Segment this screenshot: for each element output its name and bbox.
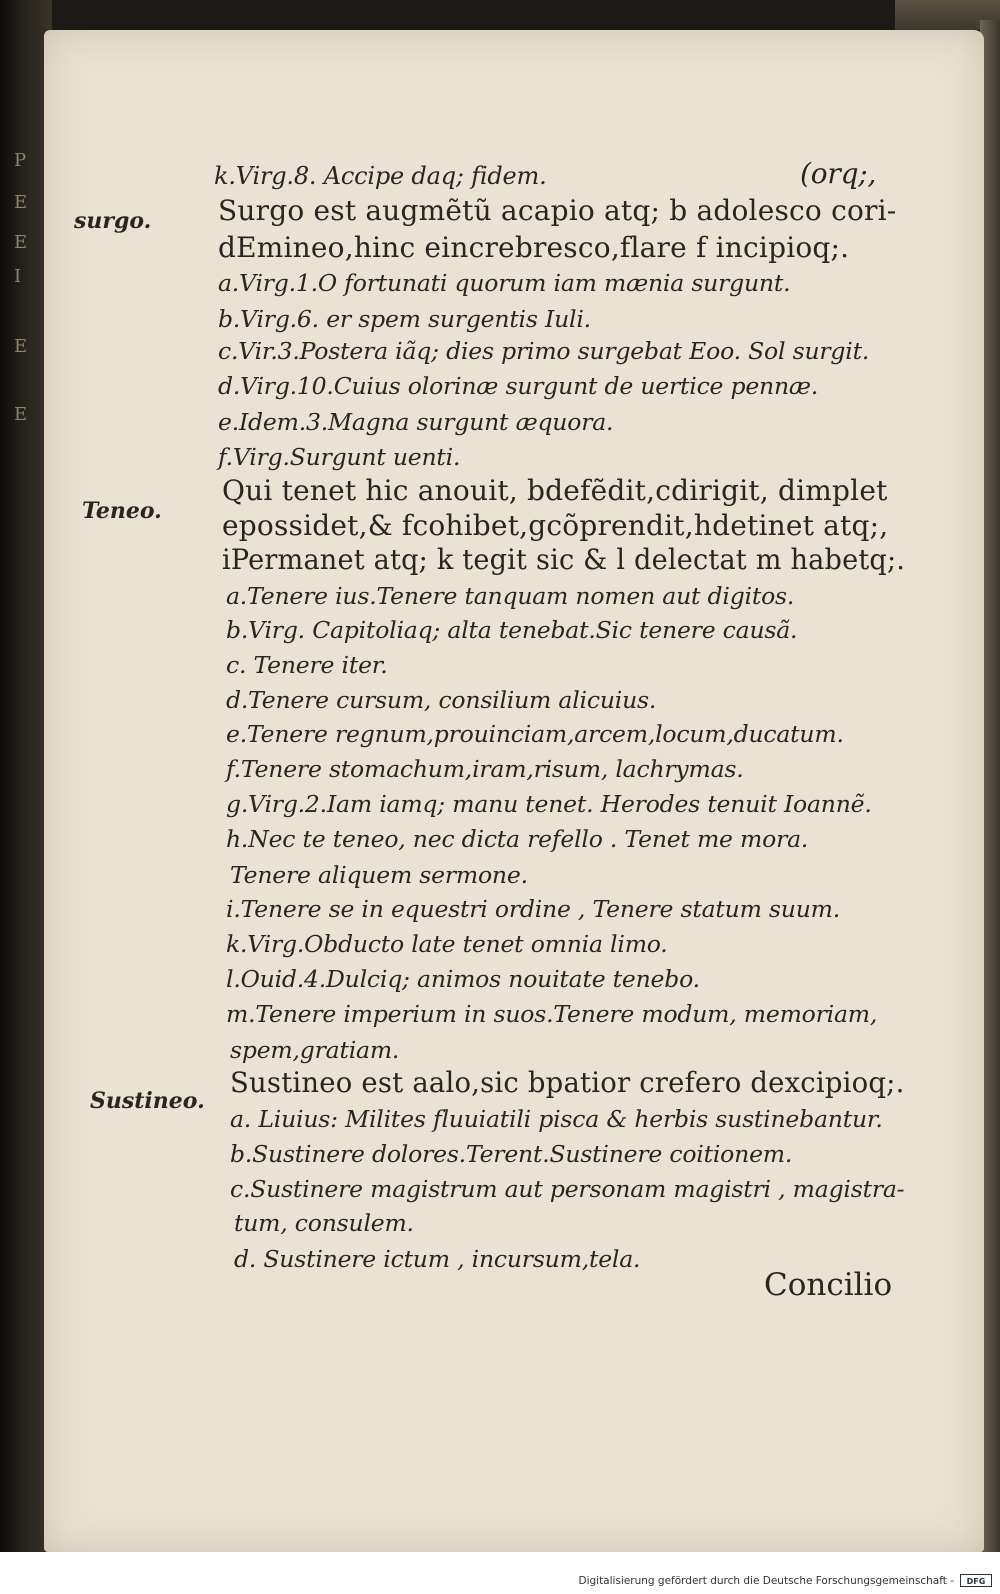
note-line: b.Virg. Capitoliaq; alta tenebat.Sic tenere causã. — [226, 616, 798, 644]
edge-glyph: E — [14, 404, 28, 425]
note-line: i.Tenere se in equestri ordine , Tenere statum suum. — [226, 895, 841, 923]
note-line: c.Sustinere magistrum aut personam magistri , magistra- — [230, 1175, 905, 1203]
header-note: k.Virg.8. Accipe daq; fidem. — [214, 162, 547, 190]
note-line: d.Virg.10.Cuius olorinæ surgunt de uertice pennæ. — [218, 372, 819, 400]
note-line: spem,gratiam. — [230, 1036, 400, 1064]
note-line: b.Virg.6. er spem surgentis Iuli. — [218, 305, 591, 333]
note-line: a. Liuius: Milites fluuiatili pisca & herbis sustinebantur. — [230, 1105, 883, 1133]
dfg-logo: DFG — [960, 1574, 992, 1587]
note-line: f.Tenere stomachum,iram,risum, lachrymas. — [226, 755, 744, 783]
note-line: a.Tenere ius.Tenere tanquam nomen aut digitos. — [226, 582, 795, 610]
margin-word-teneo: Teneo. — [82, 498, 162, 524]
note-line: h.Nec te teneo, nec dicta refello . Tenet me mora. — [226, 825, 809, 853]
header-catch: (orq;, — [800, 157, 877, 190]
footer-credit: Digitalisierung gefördert durch die Deutsche Forschungsgemeinschaft - — [578, 1575, 954, 1587]
note-line: l.Ouid.4.Dulciq; animos nouitate tenebo. — [226, 965, 700, 993]
note-line: e.Idem.3.Magna surgunt æquora. — [218, 408, 614, 436]
margin-word-sustineo: Sustineo. — [90, 1088, 205, 1114]
note-line: Tenere aliquem sermone. — [230, 861, 528, 889]
verse-line: Surgo est augmẽtũ acapio atq; b adolesco cori- — [218, 194, 897, 227]
verse-line: Qui tenet hic anouit, bdefẽdit,cdirigit, dimplet — [222, 474, 888, 507]
note-line: k.Virg.Obducto late tenet omnia limo. — [226, 930, 668, 958]
margin-word-surgo: surgo. — [74, 208, 152, 234]
verse-line: Sustineo est aalo,sic bpatior crefero dexcipioq;. — [230, 1066, 905, 1099]
note-line: tum, consulem. — [234, 1209, 414, 1237]
edge-glyph: E — [14, 232, 28, 253]
digitization-footer — [0, 1552, 1000, 1594]
edge-glyph: I — [14, 266, 22, 287]
catchword: Concilio — [764, 1267, 893, 1303]
verse-line: dEmineo,hinc eincrebresco,flare f incipioq;. — [218, 231, 850, 264]
note-line: c. Tenere iter. — [226, 651, 388, 679]
note-line: c.Vir.3.Postera iãq; dies primo surgebat Eoo. Sol surgit. — [218, 337, 870, 365]
note-line: d.Tenere cursum, consilium alicuius. — [226, 686, 657, 714]
note-line: f.Virg.Surgunt uenti. — [218, 443, 461, 471]
note-line: m.Tenere imperium in suos.Tenere modum, memoriam, — [226, 1000, 878, 1028]
verse-line: epossidet,& fcohibet,gcõprendit,hdetinet atq;, — [222, 509, 889, 542]
note-line: d. Sustinere ictum , incursum,tela. — [234, 1245, 641, 1273]
verse-line: iPermanet atq; k tegit sic & l delectat m habetq;. — [222, 543, 906, 576]
edge-glyph: E — [14, 336, 28, 357]
note-line: b.Sustinere dolores.Terent.Sustinere coitionem. — [230, 1140, 793, 1168]
note-line: a.Virg.1.O fortunati quorum iam mænia surgunt. — [218, 269, 791, 297]
edge-glyph: P — [14, 150, 27, 171]
edge-glyph: E — [14, 192, 28, 213]
note-line: g.Virg.2.Iam iamq; manu tenet. Herodes tenuit Ioannẽ. — [226, 790, 872, 818]
note-line: e.Tenere regnum,prouinciam,arcem,locum,ducatum. — [226, 720, 844, 748]
